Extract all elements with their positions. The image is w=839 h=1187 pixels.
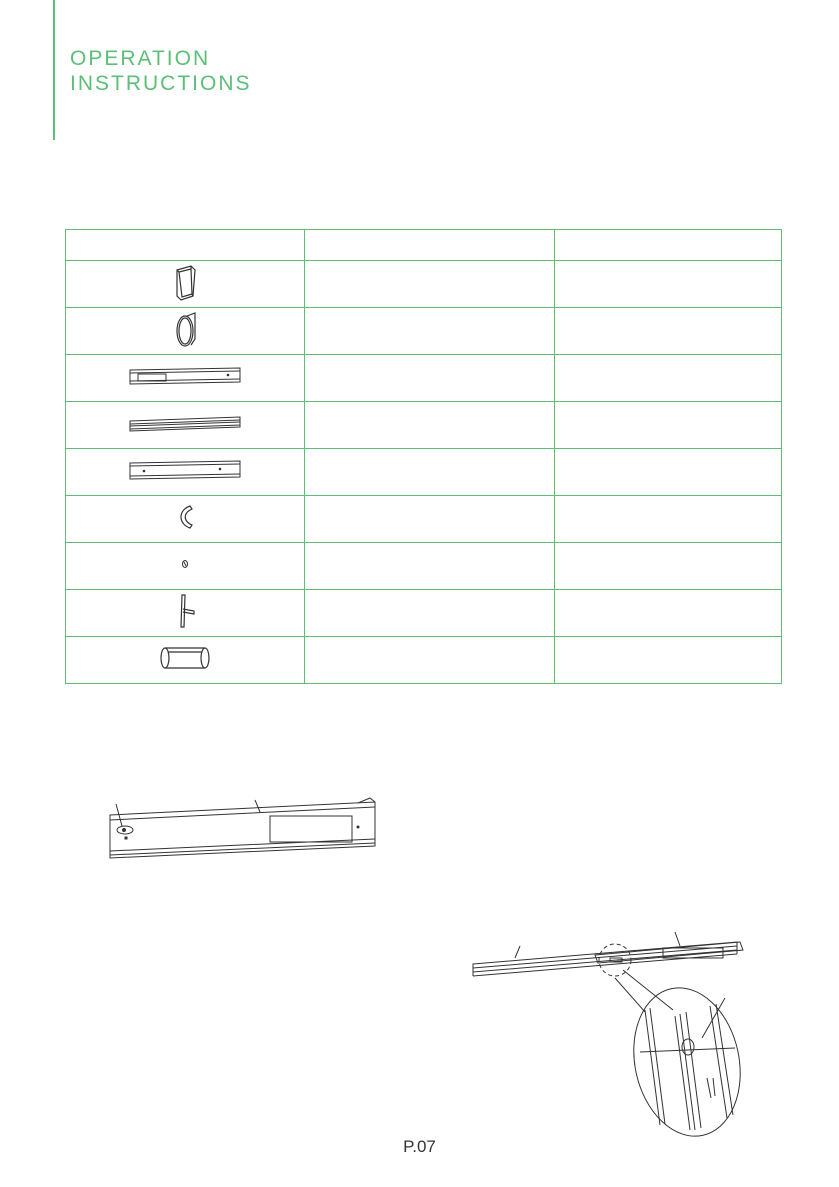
assembly-detail-figure xyxy=(465,920,765,1140)
table-row xyxy=(66,590,782,637)
part-quantity-cell xyxy=(554,637,781,684)
accent-bar xyxy=(53,0,55,140)
part-image-cell xyxy=(66,308,305,355)
table-header-row xyxy=(66,230,782,261)
part-name-cell xyxy=(305,543,554,590)
part-quantity-cell xyxy=(554,355,781,402)
table-row xyxy=(66,543,782,590)
window-slider-with-opening-icon xyxy=(128,364,242,388)
part-name-cell xyxy=(305,590,554,637)
part-name-cell xyxy=(305,449,554,496)
window-adapter-icon xyxy=(165,262,205,302)
screw-icon xyxy=(177,556,193,572)
part-quantity-cell xyxy=(554,590,781,637)
part-image-cell xyxy=(66,449,305,496)
header-cell xyxy=(554,230,781,261)
part-name-cell xyxy=(305,637,554,684)
part-image-cell xyxy=(66,402,305,449)
part-quantity-cell xyxy=(554,261,781,308)
window-slider-extension-icon xyxy=(128,458,242,482)
part-name-cell xyxy=(305,355,554,402)
table-row xyxy=(66,355,782,402)
part-image-cell xyxy=(66,355,305,402)
window-slider-rail-icon xyxy=(128,411,242,435)
part-image-cell xyxy=(66,590,305,637)
page-title xyxy=(70,46,252,96)
exhaust-hose-icon xyxy=(158,643,212,673)
part-name-cell xyxy=(305,402,554,449)
part-image-cell xyxy=(66,637,305,684)
window-slider-figure xyxy=(100,790,390,870)
part-quantity-cell xyxy=(554,402,781,449)
header-cell xyxy=(66,230,305,261)
parts-table xyxy=(65,229,782,684)
table-row xyxy=(66,449,782,496)
part-image-cell xyxy=(66,543,305,590)
part-name-cell xyxy=(305,261,554,308)
part-quantity-cell xyxy=(554,449,781,496)
part-quantity-cell xyxy=(554,543,781,590)
part-name-cell xyxy=(305,308,554,355)
page-number: P.07 xyxy=(403,1137,436,1156)
part-image-cell xyxy=(66,496,305,543)
t-fastener-icon xyxy=(170,591,200,631)
table-row xyxy=(66,496,782,543)
header-cell xyxy=(305,230,554,261)
table-row xyxy=(66,402,782,449)
part-image-cell xyxy=(66,261,305,308)
table-row xyxy=(66,261,782,308)
table-row xyxy=(66,637,782,684)
title-line-2: INSTRUCTIONS xyxy=(70,72,252,95)
hose-adapter-icon xyxy=(165,309,205,349)
part-quantity-cell xyxy=(554,308,781,355)
title-line-1: OPERATION xyxy=(70,47,211,70)
part-quantity-cell xyxy=(554,496,781,543)
table-row xyxy=(66,308,782,355)
part-name-cell xyxy=(305,496,554,543)
curved-clip-icon xyxy=(170,502,200,532)
